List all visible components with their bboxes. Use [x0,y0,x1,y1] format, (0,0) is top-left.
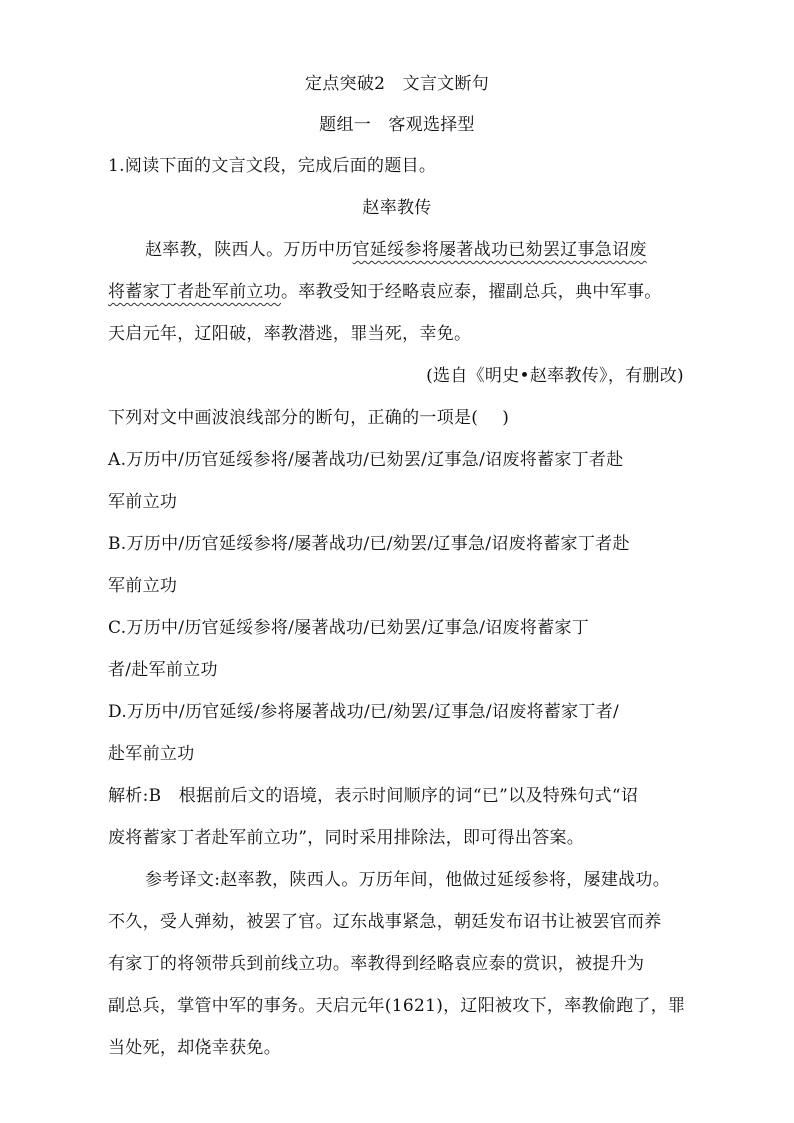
option-b-line-1: B.万历中/历官延绥参将/屡著战功/已/劾罢/辽事急/诏废将蓄家丁者赴 [108,534,630,554]
option-d-line-2: 赴军前立功 [108,744,195,764]
passage-line-1 [145,238,647,262]
passage-source: (选自《明史•赵率教传》，有删改) [426,366,684,386]
translation-line-2: 不久，受人弹劾，被罢了官。辽东战事紧急，朝廷发布诏书让被罢官而养 [108,912,662,932]
passage-text: 赵率教，陕西人。万历中历 [145,240,353,260]
analysis-line-1: 解析:B 根据前后文的语境，表示时间顺序的词“已”以及特殊句式“诏 [108,786,639,806]
passage-line-2 [108,280,662,304]
option-b-line-2: 军前立功 [108,576,178,596]
option-c-line-2: 者/赴军前立功 [108,660,218,680]
analysis-line-2: 废将蓄家丁者赴军前立功”，同时采用排除法，即可得出答案。 [108,828,585,848]
question-prompt [108,406,509,430]
translation-line-4: 副总兵，掌管中军的事务。天启元年(1621)，辽阳被攻下，率教偷跑了，罪 [108,996,686,1016]
translation-line-3: 有家丁的将领带兵到前线立功。率教得到经略袁应泰的赏识，被提升为 [108,954,645,974]
option-d-line-1: D.万历中/历官延绥/参将屡著战功/已/劾罢/辽事急/诏废将蓄家丁者/ [108,702,620,722]
option-a-line-1: A.万历中/历官延绥参将/屡著战功/已劾罢/辽事急/诏废将蓄家丁者赴 [108,450,624,470]
translation-line-1: 参考译文:赵率教，陕西人。万历年间，他做过延绥参将，屡建战功。 [145,870,671,890]
translation-line-5: 当处死，却侥幸获免。 [108,1038,281,1058]
section-subtitle: 题组一 客观选择型 [319,115,475,135]
page-title: 定点突破2 文言文断句 [304,74,490,94]
prompt-close: ) [502,408,510,428]
passage-text: 。率教受知于经略袁应泰，擢副总兵，典中军事。 [281,282,662,302]
question-intro: 1.阅读下面的文言文段，完成后面的题目。 [108,156,437,176]
option-c-line-1: C.万历中/历官延绥参将/屡著战功/已劾罢/辽事急/诏废将蓄家丁 [108,618,590,638]
wavy-underlined-text: 将蓄家丁者赴军前立功 [108,282,281,302]
prompt-text: 下列对文中画波浪线部分的断句，正确的一项是( [108,408,479,428]
passage-title: 赵率教传 [362,198,432,218]
passage-line-3: 天启元年，辽阳破，率教潜逃，罪当死，幸免。 [108,324,472,344]
option-a-line-2: 军前立功 [108,492,178,512]
wavy-underlined-text: 官延绥参将屡著战功已劾罢辽事急诏废 [352,240,647,260]
